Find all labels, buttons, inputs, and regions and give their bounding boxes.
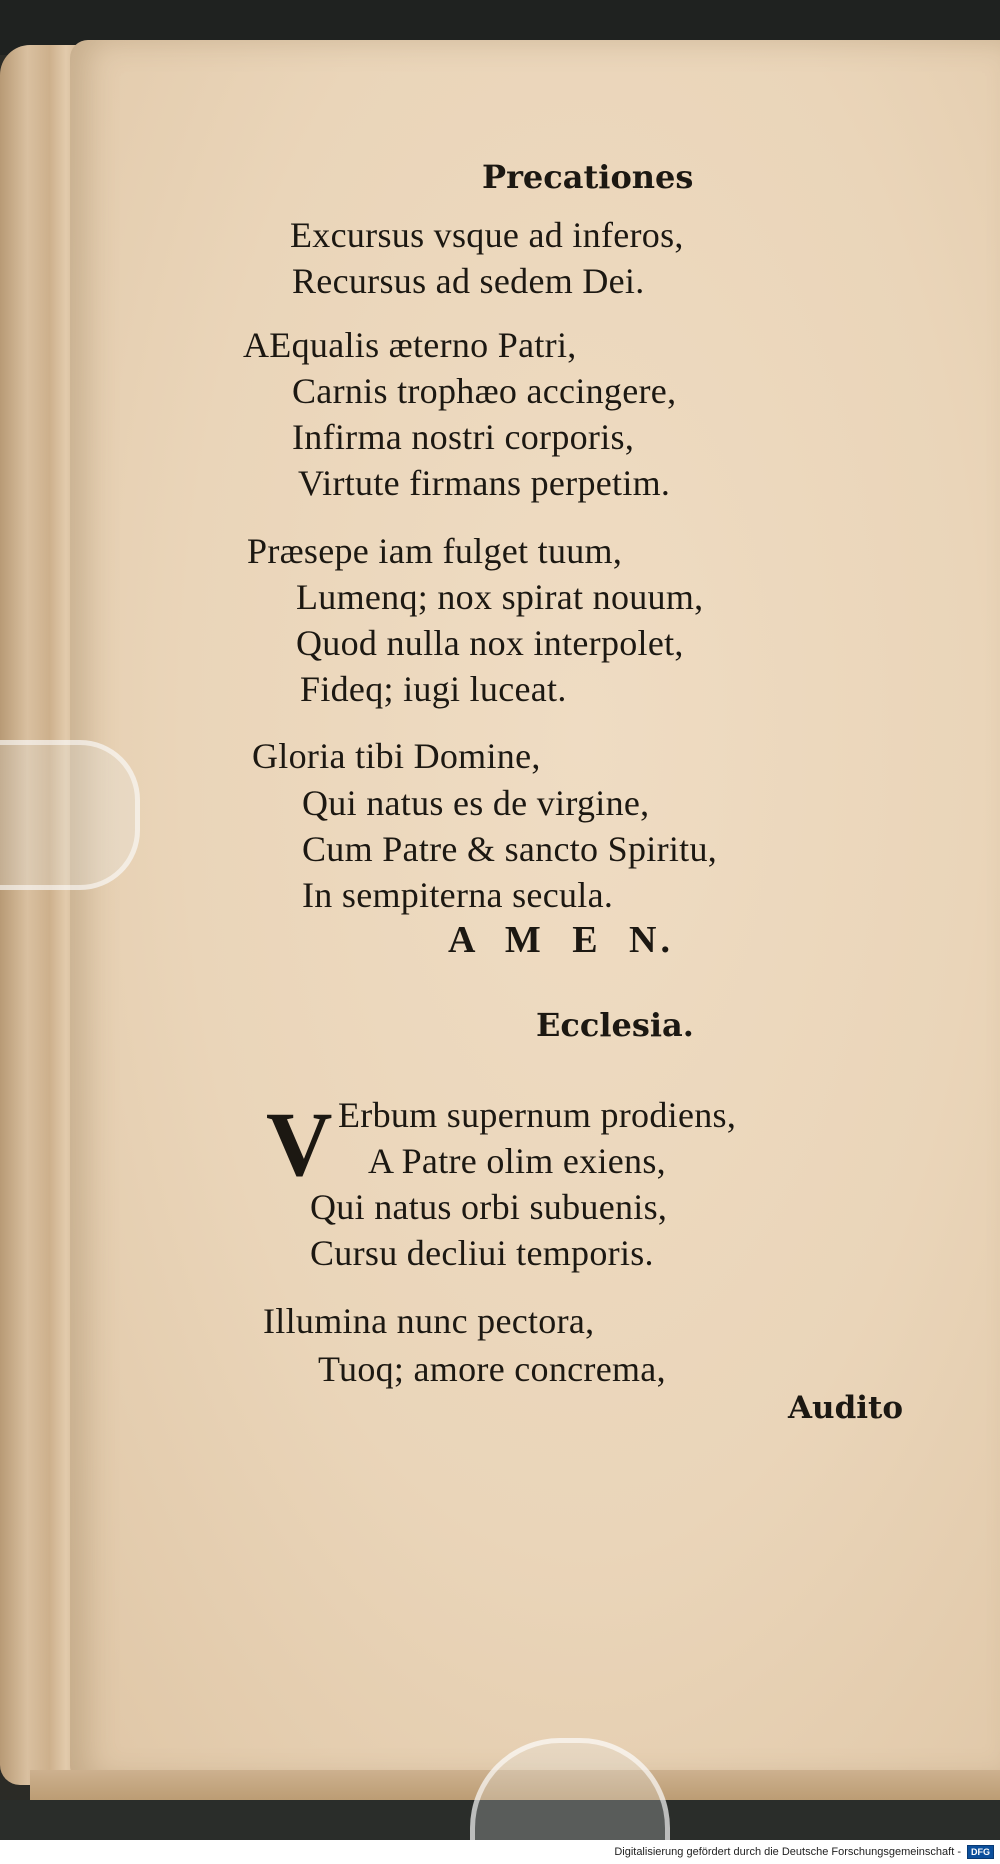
verse-line: Gloria tibi Domine, (252, 736, 541, 776)
drop-cap: V (266, 1093, 333, 1195)
verse-line: Recursus ad sedem Dei. (292, 261, 645, 301)
amen: A M E N. (448, 919, 674, 961)
verse-line: Infirma nostri corporis, (292, 417, 635, 457)
catchword: Audito (788, 1390, 904, 1426)
verse-line: Præsepe iam fulget tuum, (247, 531, 623, 571)
verse-line: AEqualis æterno Patri, (243, 325, 577, 365)
verse-line: Lumenq; nox spirat nouum, (296, 577, 704, 617)
verse-line: A Patre olim exiens, (368, 1141, 666, 1181)
verse-line: Erbum supernum prodiens, (338, 1095, 737, 1135)
verse-line: Excursus vsque ad inferos, (290, 215, 684, 255)
verse-line: Cum Patre & sancto Spiritu, (302, 829, 718, 869)
verse-line: Quod nulla nox interpolet, (296, 623, 684, 663)
verse-line: Qui natus es de virgine, (302, 783, 650, 823)
verse-line: Virtute firmans perpetim. (298, 463, 671, 503)
verse-line: Illumina nunc pectora, (263, 1301, 595, 1341)
verse-line: Fideq; iugi luceat. (300, 669, 567, 709)
verse-line: Qui natus orbi subuenis, (310, 1187, 668, 1227)
credit-text: Digitalisierung gefördert durch die Deutsche Forschungsgemeinschaft - (614, 1846, 961, 1858)
verse-line: Carnis trophæo accingere, (292, 371, 677, 411)
section-heading: Ecclesia. (536, 1006, 694, 1044)
verse-line: Tuoq; amore concrema, (318, 1349, 666, 1389)
verse-line: Cursu decliui temporis. (310, 1233, 654, 1273)
digitization-credit-bar (0, 1840, 1000, 1864)
running-head: Precationes (482, 158, 694, 196)
dfg-logo: DFG (967, 1845, 994, 1859)
verse-line: In sempiterna secula. (302, 875, 614, 915)
